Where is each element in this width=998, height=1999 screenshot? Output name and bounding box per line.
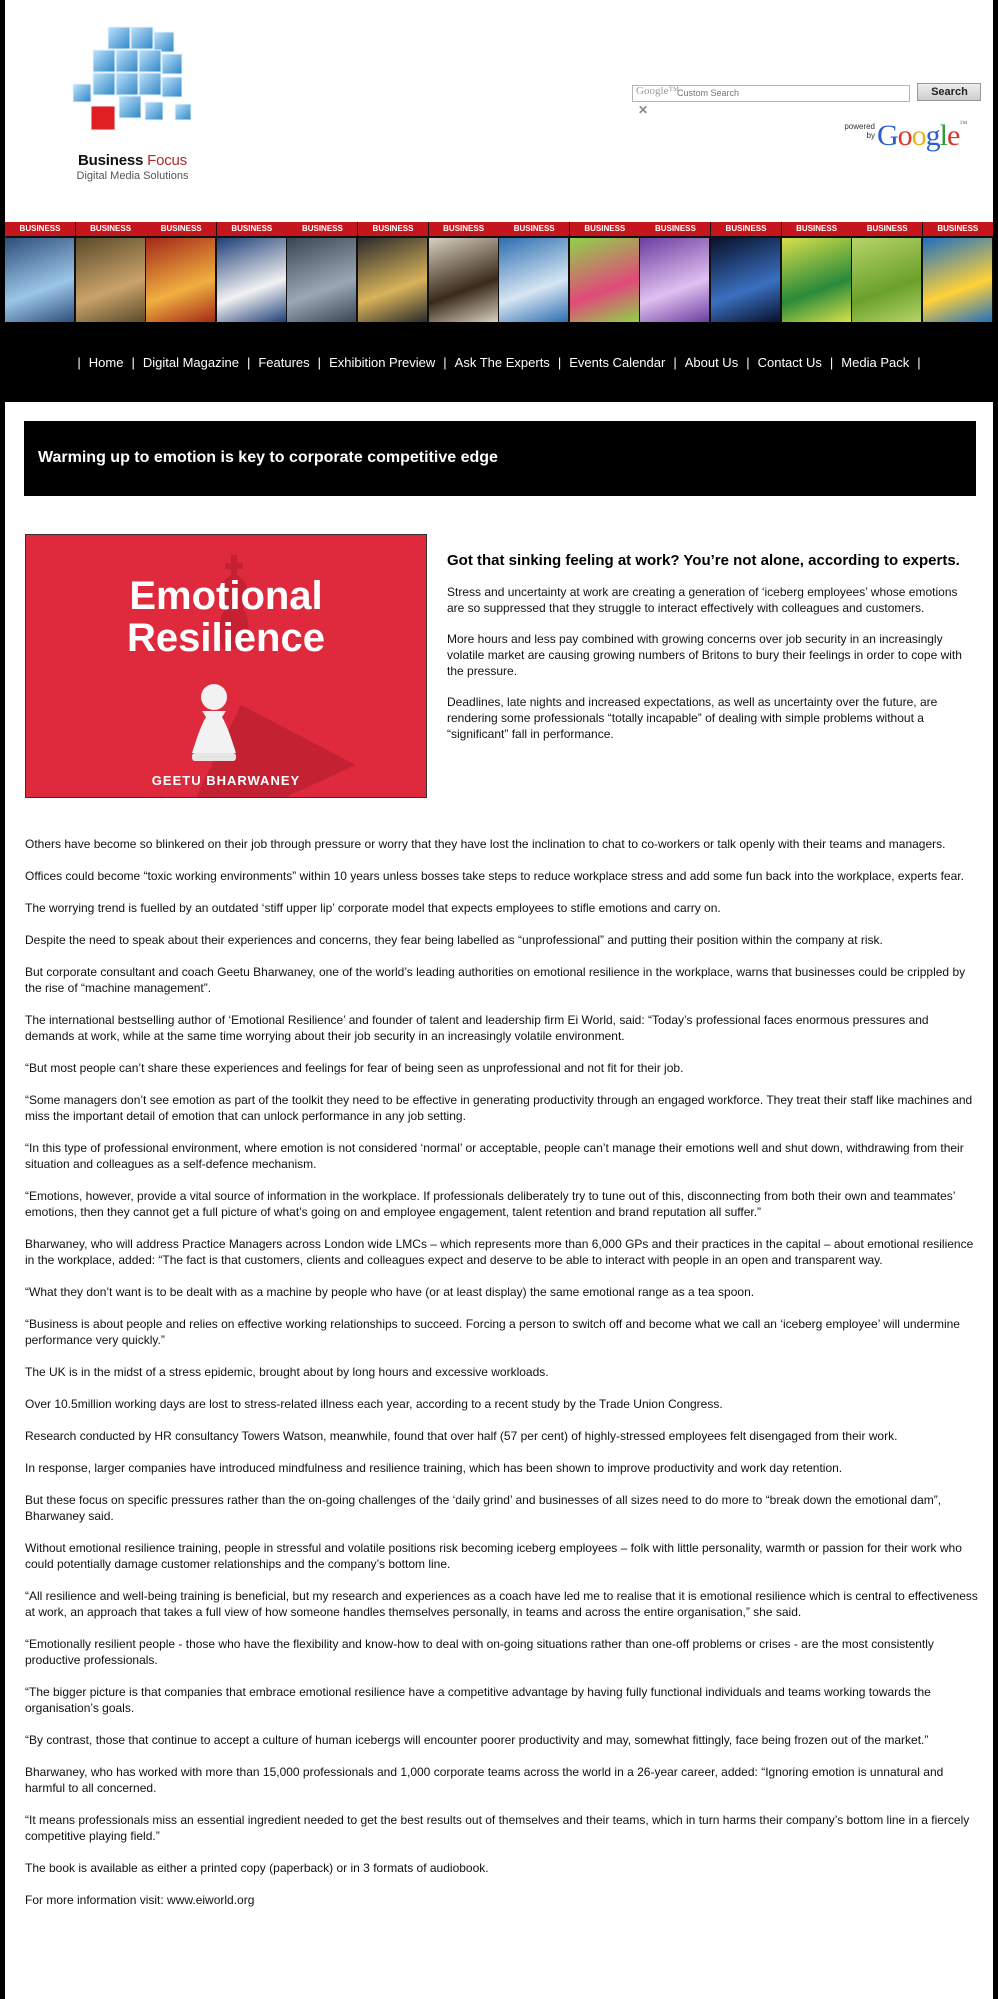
magazine-cover[interactable] [146,222,216,322]
cover-artwork [923,238,992,322]
cover-artwork [782,238,851,322]
cover-masthead: BUSINESS [287,222,357,236]
article-paragraph: Over 10.5million working days are lost to stress-related illness each year, according to a recent study by the Trade Union Congress. [25,1397,723,1411]
cover-masthead: BUSINESS [782,222,852,236]
nav-separator: | [443,355,447,370]
article-paragraph: “It means professionals miss an essential ingredient needed to get the best results out of themselves and their teams, which in turn harms their company’s bottom line in a fiercely competitive playing field.” [25,1813,970,1843]
article-paragraph: “Emotions, however, provide a vital source of information in the workplace. If professionals deliberately try to tune out of this, disconnecting from both their own and teammates’ emotions, then they cannot get a full picture of what’s going on and employee engagement, talent retention and brand reputation all suffer.” [25,1189,956,1219]
magazine-cover[interactable] [217,222,287,322]
magazine-cover[interactable] [76,222,146,322]
article-intro [447,551,975,757]
google-logo[interactable]: Google™ [877,119,967,152]
cover-masthead: BUSINESS [429,222,499,236]
article-paragraph: “But most people can’t share these experiences and feelings for fear of being seen as unprofessional and not fit for their job. [25,1061,684,1075]
magazine-cover[interactable] [782,222,852,322]
cover-artwork [852,238,921,322]
article-paragraph: Without emotional resilience training, people in stressful and volatile positions risk becoming iceberg employees – folk with little personality, warmth or passion for their work who could potentially damage customer relationships and the company’s bottom line. [25,1541,962,1571]
cover-artwork [146,238,215,322]
nav-separator: | [246,355,251,370]
article-paragraph: “All resilience and well-being training is beneficial, but my research and experiences as a coach have led me to realise that it is emotional resilience which is central to effectiveness at work, an approach that takes a full view of how someone handles themselves personally, in teams and across the entire organisation,” she said. [25,1589,978,1619]
close-icon[interactable]: ✕ [638,103,649,118]
main-navigation [5,322,993,402]
cover-artwork [429,238,498,322]
page-frame [5,0,993,1999]
brand-name: Business Focus [78,152,187,169]
nav-separator: | [317,355,322,370]
article-paragraph: But these focus on specific pressures rather than the on-going challenges of the ‘daily grind’ and businesses of all sizes need to do more to “break down the emotional dam”, Bharwaney said. [25,1493,942,1523]
site-header [5,0,993,220]
article-paragraph: “What they don’t want is to be dealt with as a machine by people who have (or at least display) the same emotional range as a tea spoon. [25,1285,755,1299]
powered-by-label: powered by [844,122,875,140]
article-paragraph: The worrying trend is fuelled by an outdated ‘stiff upper lip’ corporate model that expects employees to stifle emotions and carry on. [25,901,721,915]
article-paragraph: “Business is about people and relies on effective working relationships to succeed. Forcing a person to switch off and become what we call an ‘iceberg employee’ will undermine performance very quickly.” [25,1317,960,1347]
article-paragraph: The book is available as either a printed copy (paperback) or in 3 formats of audiobook. [25,1861,489,1875]
magazine-cover[interactable] [570,222,640,322]
nav-item-events-calendar[interactable]: Events Calendar [569,355,666,370]
book-cover-image [25,534,427,798]
cover-masthead: BUSINESS [76,222,146,236]
nav-item-digital-magazine[interactable]: Digital Magazine [142,355,239,370]
nav-separator: | [829,355,834,370]
article-paragraph: In response, larger companies have introduced mindfulness and resilience training, which has been shown to improve productivity and work day retention. [25,1461,843,1475]
intro-paragraph: More hours and less pay combined with growing concerns over job security in an increasingly volatile market are causing growing numbers of Britons to bury their feelings in order to cope with the pressure. [447,632,962,678]
article-paragraph: For more information visit: www.eiworld.org [25,1893,255,1907]
cover-masthead: BUSINESS [146,222,216,236]
page-title: Warming up to emotion is key to corporate competitive edge [38,449,498,466]
magazine-cover[interactable] [852,222,922,322]
cover-artwork [711,238,780,322]
nav-separator: | [746,355,750,370]
article-title-bar [24,421,976,496]
magazine-cover[interactable] [711,222,781,322]
cover-artwork [640,238,709,322]
article-paragraph: Research conducted by HR consultancy Towers Watson, meanwhile, found that over half (57 per cent) of highly-stressed employees felt disengaged from their work. [25,1429,898,1443]
magazine-cover[interactable] [429,222,499,322]
intro-paragraph: Stress and uncertainty at work are creating a generation of ‘iceberg employees’ whose emotions are so suppressed that they struggle to interact effectively with colleagues and customers. [447,585,958,615]
book-title: Emotional Resilience [127,574,325,660]
book-author: GEETU BHARWANEY [151,773,301,788]
cover-artwork [499,238,568,322]
cover-masthead: BUSINESS [5,222,75,236]
cover-artwork [570,238,639,322]
article-paragraph: But corporate consultant and coach Geetu Bharwaney, one of the world’s leading authorities on emotional resilience in the workplace, warns that businesses could be crippled by the rise of “machine management”. [25,965,966,995]
nav-item-exhibition-preview[interactable]: Exhibition Preview [329,355,436,370]
article-paragraph: “By contrast, those that continue to accept a culture of human icebergs will encounter poorer productivity and may, somewhat fittingly, face being frozen out of the market.” [25,1733,929,1747]
magazine-cover[interactable] [358,222,428,322]
cover-masthead: BUSINESS [499,222,569,236]
article-body [25,836,979,1924]
search-button[interactable]: Search [917,83,981,101]
google-watermark: Google™ [636,85,680,97]
cover-masthead: BUSINESS [711,222,781,236]
article-paragraph: “Emotionally resilient people - those who have the flexibility and know-how to deal with on-going situations rather than one-off problems or crises - are the most consistently productive professionals. [25,1637,934,1667]
magazine-cover[interactable] [923,222,993,322]
cover-masthead: BUSINESS [570,222,640,236]
article-paragraph: Offices could become “toxic working environments” within 10 years unless bosses take steps to reduce workplace stress and add some fun back into the workplace, experts fear. [25,869,964,883]
magazine-cover[interactable] [640,222,710,322]
article-paragraph: Bharwaney, who will address Practice Managers across London wide LMCs – which represents more than 6,000 GPs and their practices in the capital – about emotional resilience in the workplace, added: “The fact is that customers, clients and colleagues expect and deserve to be able to interact with people in an open and transparent way. [25,1237,974,1267]
nav-item-about-us[interactable]: About Us [684,355,739,370]
cover-masthead: BUSINESS [217,222,287,236]
intro-paragraph: Deadlines, late nights and increased expectations, as well as uncertainty over the future, are rendering some professionals “totally incapable” of dealing with simple problems without a “significant” fall in performance. [447,695,938,741]
cover-masthead: BUSINESS [923,222,993,236]
article-paragraph: “Some managers don’t see emotion as part of the toolkit they need to be effective in generating productivity through an engaged workforce. They treat their staff like machines and miss the important detail of emotion that can unlock performance in any job setting. [25,1093,973,1123]
article-paragraph: “The bigger picture is that companies that embrace emotional resilience have a competitive advantage by having fully functional individuals and teams working towards the organisation’s goals. [25,1685,931,1715]
nav-list [5,355,993,370]
cover-artwork [287,238,356,322]
article-paragraph: The international bestselling author of ‘Emotional Resilience’ and founder of talent and leadership firm Ei World, said: “Today’s professional faces enormous pressures and demands at work, while at the same time worrying about their job security in an increasingly volatile environment. [25,1013,929,1043]
cover-artwork [358,238,427,322]
magazine-cover[interactable] [287,222,357,322]
nav-separator: | [131,355,135,370]
article-paragraph: The UK is in the midst of a stress epidemic, brought about by long hours and excessive workloads. [25,1365,549,1379]
cover-artwork [217,238,286,322]
nav-item-ask-the-experts[interactable]: Ask The Experts [454,355,550,370]
brand-logo[interactable] [65,152,200,182]
nav-item-home[interactable]: Home [88,355,124,370]
nav-item-contact-us[interactable]: Contact Us [757,355,822,370]
cover-artwork [76,238,145,322]
article-paragraph: Bharwaney, who has worked with more than 15,000 professionals and 1,000 corporate teams across the world in a 26-year career, added: “Ignoring emotion is unnatural and harmful to all concerned. [25,1765,944,1795]
search-box [632,83,993,120]
cover-artwork [5,238,74,322]
nav-separator: | [917,355,921,370]
article-paragraph: Despite the need to speak about their experiences and concerns, they fear being labelled as “unprofessional” and putting their position within the company at risk. [25,933,883,947]
nav-item-features[interactable]: Features [258,355,310,370]
cover-masthead: BUSINESS [640,222,710,236]
nav-separator: | [673,355,677,370]
cover-masthead: BUSINESS [852,222,922,236]
article-paragraph: “In this type of professional environment, where emotion is not considered ‘normal’ or acceptable, people can’t manage their emotions well and shut down, withdrawing from their situation and colleagues as a self-defence mechanism. [25,1141,964,1171]
magazine-cover[interactable] [499,222,569,322]
article-paragraph: Others have become so blinkered on their job through pressure or worry that they have lost the inclination to chat to co-workers or talk openly with their teams and managers. [25,837,946,851]
nav-separator: | [77,355,81,370]
intro-heading: Got that sinking feeling at work? You’re not alone, according to experts. [447,552,960,569]
search-input-wrap [632,83,910,102]
nav-item-media-pack[interactable]: Media Pack [841,355,910,370]
magazine-cover[interactable] [5,222,75,322]
brand-tagline: Digital Media Solutions [76,170,189,182]
nav-separator: | [557,355,562,370]
cover-masthead: BUSINESS [358,222,428,236]
magazine-covers-strip[interactable] [5,222,993,322]
cube-logo-icon[interactable] [63,22,203,147]
